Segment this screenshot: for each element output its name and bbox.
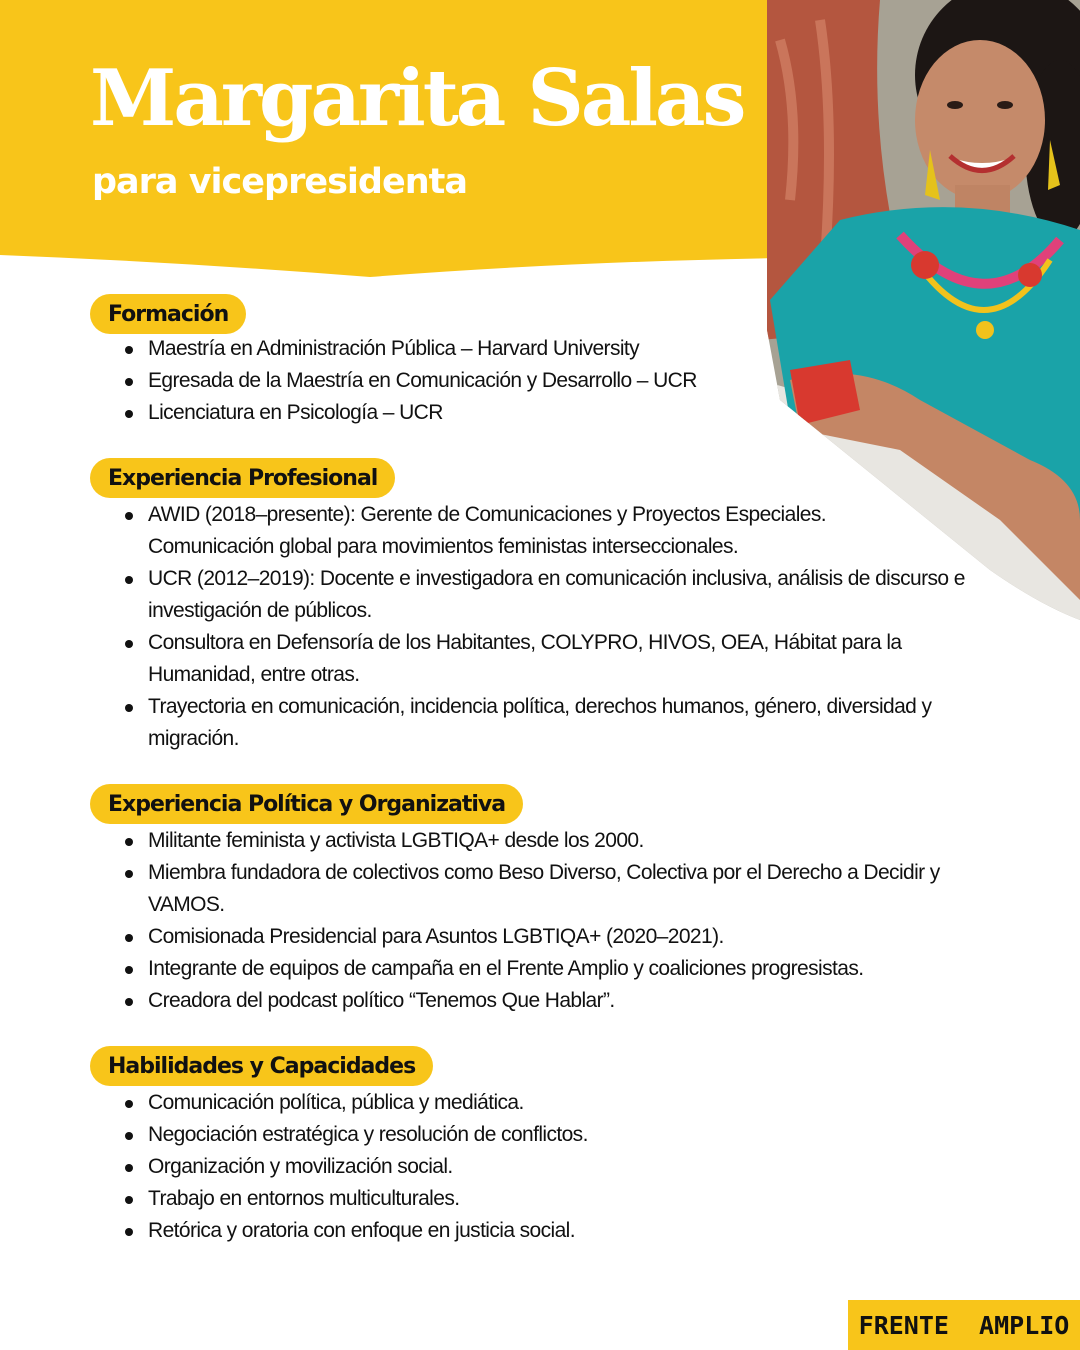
list-item: UCR (2012–2019): Docente e investigadora en comunicación inclusiva, análisis de discurso e investigación de públicos. bbox=[122, 563, 972, 627]
list-item: Comunicación política, pública y mediática. bbox=[122, 1087, 972, 1119]
list-item: Comisionada Presidencial para Asuntos LGBTIQA+ (2020–2021). bbox=[122, 921, 972, 953]
list-item: Militante feminista y activista LGBTIQA+ desde los 2000. bbox=[122, 825, 972, 857]
candidate-name: Margarita Salas bbox=[90, 53, 744, 144]
list-item: Retórica y oratoria con enfoque en justicia social. bbox=[122, 1215, 972, 1247]
list-item: AWID (2018–presente): Gerente de Comunicaciones y Proyectos Especiales. Comunicación global para movimientos feministas interseccionales. bbox=[122, 499, 938, 563]
list-item: Miembra fundadora de colectivos como Beso Diverso, Colectiva por el Derecho a Decidir y VAMOS. bbox=[122, 857, 972, 921]
list-item: Maestría en Administración Pública – Harvard University bbox=[122, 333, 972, 365]
section-title-habilidades: Habilidades y Capacidades bbox=[90, 1046, 433, 1086]
formacion-list bbox=[122, 333, 972, 429]
list-item: Egresada de la Maestría en Comunicación y Desarrollo – UCR bbox=[122, 365, 972, 397]
list-item: Licenciatura en Psicología – UCR bbox=[122, 397, 972, 429]
list-item: Creadora del podcast político “Tenemos Que Hablar”. bbox=[122, 985, 972, 1017]
list-item: Negociación estratégica y resolución de conflictos. bbox=[122, 1119, 972, 1151]
experiencia-profesional-list bbox=[122, 499, 972, 755]
section-title-formacion: Formación bbox=[90, 294, 246, 334]
list-item: Trayectoria en comunicación, incidencia política, derechos humanos, género, diversidad y migración. bbox=[122, 691, 938, 755]
list-item: Consultora en Defensoría de los Habitantes, COLYPRO, HIVOS, OEA, Hábitat para la Humanidad, entre otras. bbox=[122, 627, 972, 691]
list-item: Trabajo en entornos multiculturales. bbox=[122, 1183, 972, 1215]
candidate-role: para vicepresidenta bbox=[92, 162, 467, 202]
section-title-experiencia-profesional: Experiencia Profesional bbox=[90, 458, 395, 498]
habilidades-list bbox=[122, 1087, 972, 1247]
list-item: Integrante de equipos de campaña en el Frente Amplio y coaliciones progresistas. bbox=[122, 953, 972, 985]
list-item: Organización y movilización social. bbox=[122, 1151, 972, 1183]
section-title-experiencia-politica: Experiencia Política y Organizativa bbox=[90, 784, 523, 824]
frente-amplio-logo: FRENTE AMPLIO bbox=[848, 1300, 1080, 1350]
experiencia-politica-list bbox=[122, 825, 972, 1017]
